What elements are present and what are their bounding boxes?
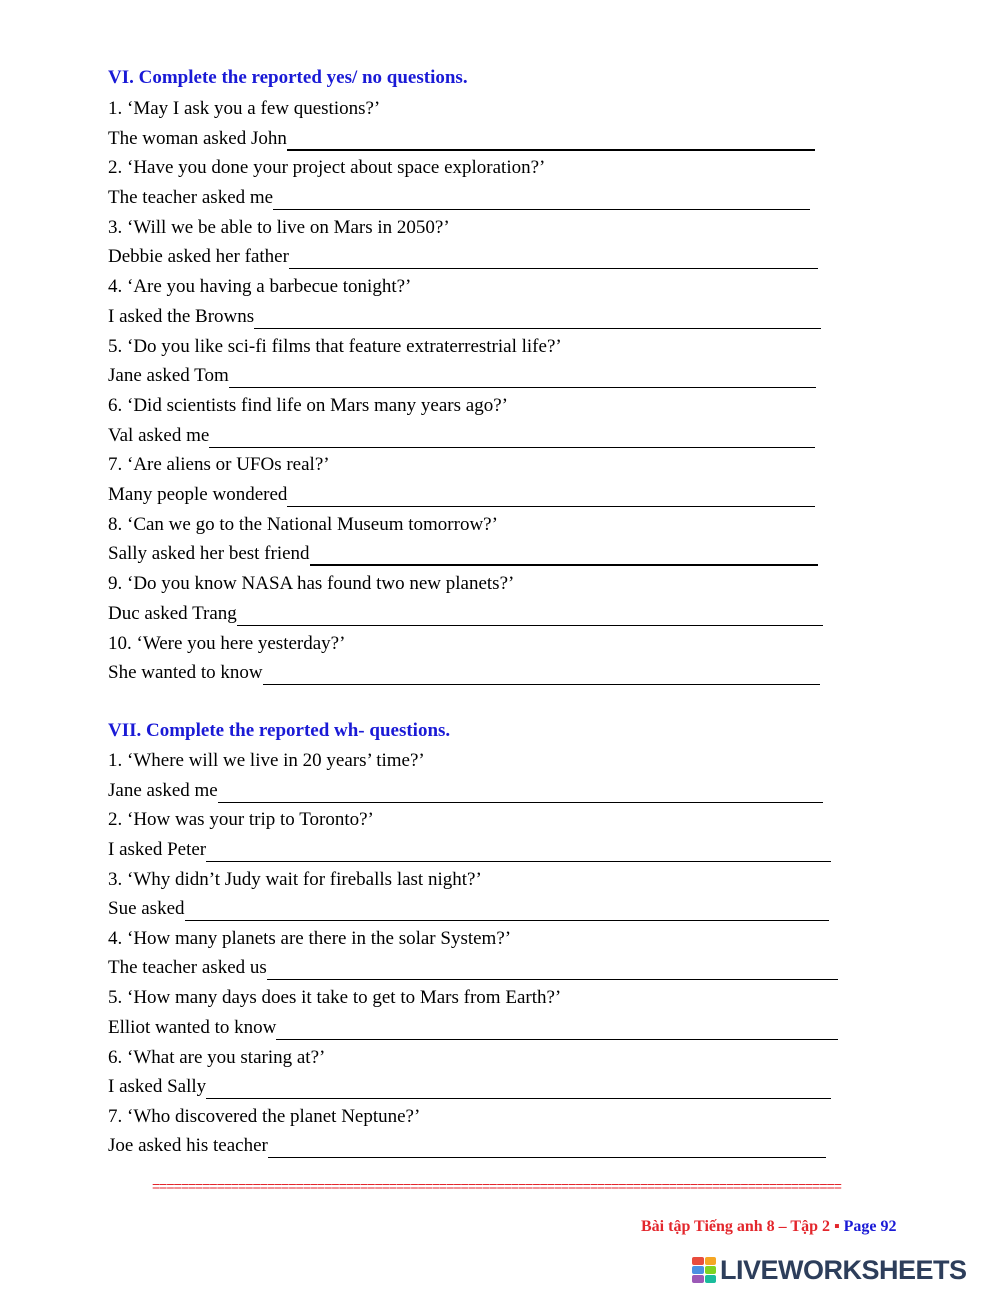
logo-square: [692, 1257, 704, 1265]
answer-input[interactable]: [206, 1083, 831, 1101]
answer-prefix: Val asked me: [108, 424, 210, 446]
answer-row: [108, 661, 820, 685]
question-text: 7. ‘Who discovered the planet Neptune?’: [108, 1105, 421, 1127]
answer-prefix: I asked Sally: [108, 1076, 207, 1097]
answer-prefix: Jane asked me: [108, 779, 218, 801]
question-text: 6. ‘Did scientists find life on Mars many years ago?’: [108, 395, 508, 416]
answer-prefix: She wanted to know: [108, 662, 263, 684]
question-text: 8. ‘Can we go to the National Museum tomorrow?’: [108, 513, 498, 535]
answer-prefix: I asked the Browns: [108, 305, 255, 327]
question-text: 3. ‘Why didn’t Judy wait for fireballs last night?’: [108, 868, 482, 890]
answer-row: [108, 364, 816, 388]
answer-input[interactable]: [229, 372, 816, 390]
question-text: 10. ‘Were you here yesterday?’: [108, 632, 346, 654]
answer-input[interactable]: [287, 134, 815, 152]
answer-prefix: Duc asked Trang: [108, 602, 237, 624]
answer-blank[interactable]: [310, 546, 818, 566]
answer-row: [108, 483, 815, 507]
logo-square: [705, 1275, 717, 1283]
question-text: 5. ‘Do you like sci-fi films that feature extraterrestrial life?’: [108, 335, 562, 357]
answer-row: [108, 127, 815, 151]
question-text: 2. ‘How was your trip to Toronto?’: [108, 809, 374, 831]
answer-blank[interactable]: [237, 607, 823, 626]
logo-square: [705, 1266, 717, 1274]
logo-square: [692, 1266, 704, 1274]
answer-blank[interactable]: [287, 131, 815, 151]
answer-input[interactable]: [209, 432, 815, 450]
section-6-title: VI. Complete the reported yes/ no questions.: [108, 67, 468, 88]
answer-prefix: Jane asked Tom: [108, 365, 229, 387]
liveworksheets-logo[interactable]: [692, 1255, 967, 1285]
answer-blank[interactable]: [185, 902, 829, 921]
answer-blank[interactable]: [209, 429, 815, 448]
answer-blank[interactable]: [268, 1139, 826, 1158]
question-text: 5. ‘How many days does it take to get to Mars from Earth?’: [108, 987, 562, 1009]
section-7-title: VII. Complete the reported wh- questions.: [108, 720, 451, 741]
answer-prefix: The teacher asked us: [108, 957, 267, 979]
answer-row: [108, 779, 823, 803]
answer-prefix: Many people wondered: [108, 483, 288, 505]
answer-row: [108, 305, 821, 329]
answer-row: [108, 602, 823, 626]
answer-row: [108, 424, 815, 448]
logo-square: [705, 1257, 717, 1265]
answer-input[interactable]: [287, 491, 815, 509]
red-divider: ================================================================================================: [152, 1178, 841, 1194]
answer-row: [108, 956, 838, 980]
question-text: 7. ‘Are aliens or UFOs real?’: [108, 454, 330, 476]
answer-blank[interactable]: [206, 1080, 831, 1099]
question-text: 1. ‘May I ask you a few questions?’: [108, 98, 381, 119]
answer-row: [108, 542, 818, 566]
question-text: 3. ‘Will we be able to live on Mars in 2050?’: [108, 216, 450, 238]
answer-blank[interactable]: [263, 666, 820, 685]
answer-blank[interactable]: [273, 191, 810, 210]
question-text: 9. ‘Do you know NASA has found two new planets?’: [108, 573, 515, 595]
answer-input[interactable]: [276, 1024, 838, 1042]
answer-row: [108, 1134, 826, 1158]
question-text: 6. ‘What are you staring at?’: [108, 1046, 326, 1068]
answer-input[interactable]: [268, 1142, 826, 1160]
logo-text: LIVEWORKSHEETS: [720, 1254, 967, 1285]
question-text: 2. ‘Have you done your project about space exploration?’: [108, 157, 546, 179]
answer-row: [108, 897, 829, 921]
answer-blank[interactable]: [218, 784, 823, 803]
answer-row: [108, 838, 831, 862]
answer-prefix: The woman asked John: [108, 127, 287, 149]
answer-input[interactable]: [289, 253, 818, 271]
answer-input[interactable]: [267, 964, 838, 982]
answer-input[interactable]: [185, 905, 829, 923]
answer-input[interactable]: [273, 194, 810, 212]
logo-square: [692, 1275, 704, 1283]
page-footer: [641, 1218, 897, 1236]
answer-row: [108, 1075, 831, 1099]
answer-blank[interactable]: [276, 1021, 838, 1040]
answer-blank[interactable]: [267, 961, 838, 980]
answer-input[interactable]: [206, 846, 831, 864]
answer-prefix: Sue asked: [108, 898, 185, 920]
footer-separator: ▪: [829, 1218, 844, 1235]
answer-blank[interactable]: [287, 488, 815, 507]
answer-input[interactable]: [263, 669, 820, 687]
answer-input[interactable]: [310, 549, 818, 567]
answer-row: [108, 1016, 838, 1040]
answer-prefix: Sally asked her best friend: [108, 543, 310, 565]
footer-page-number: Page 92: [843, 1218, 897, 1235]
answer-input[interactable]: [254, 313, 821, 331]
logo-mark-icon: [692, 1257, 716, 1283]
answer-blank[interactable]: [206, 843, 831, 862]
answer-blank[interactable]: [229, 369, 816, 388]
answer-prefix: I asked Peter: [108, 838, 207, 860]
answer-row: [108, 245, 818, 269]
answer-blank[interactable]: [254, 310, 821, 329]
question-text: 4. ‘Are you having a barbecue tonight?’: [108, 276, 412, 298]
answer-prefix: Elliot wanted to know: [108, 1016, 277, 1038]
answer-blank[interactable]: [289, 250, 818, 269]
question-text: 4. ‘How many planets are there in the solar System?’: [108, 927, 512, 949]
answer-row: [108, 186, 810, 210]
answer-input[interactable]: [218, 787, 823, 805]
answer-prefix: Joe asked his teacher: [108, 1135, 268, 1157]
question-text: 1. ‘Where will we live in 20 years’ time?’: [108, 750, 425, 771]
answer-prefix: Debbie asked her father: [108, 246, 289, 268]
footer-book-title: Bài tập Tiếng anh 8 – Tập 2: [641, 1218, 830, 1235]
answer-input[interactable]: [237, 610, 823, 628]
answer-prefix: The teacher asked me: [108, 186, 274, 208]
